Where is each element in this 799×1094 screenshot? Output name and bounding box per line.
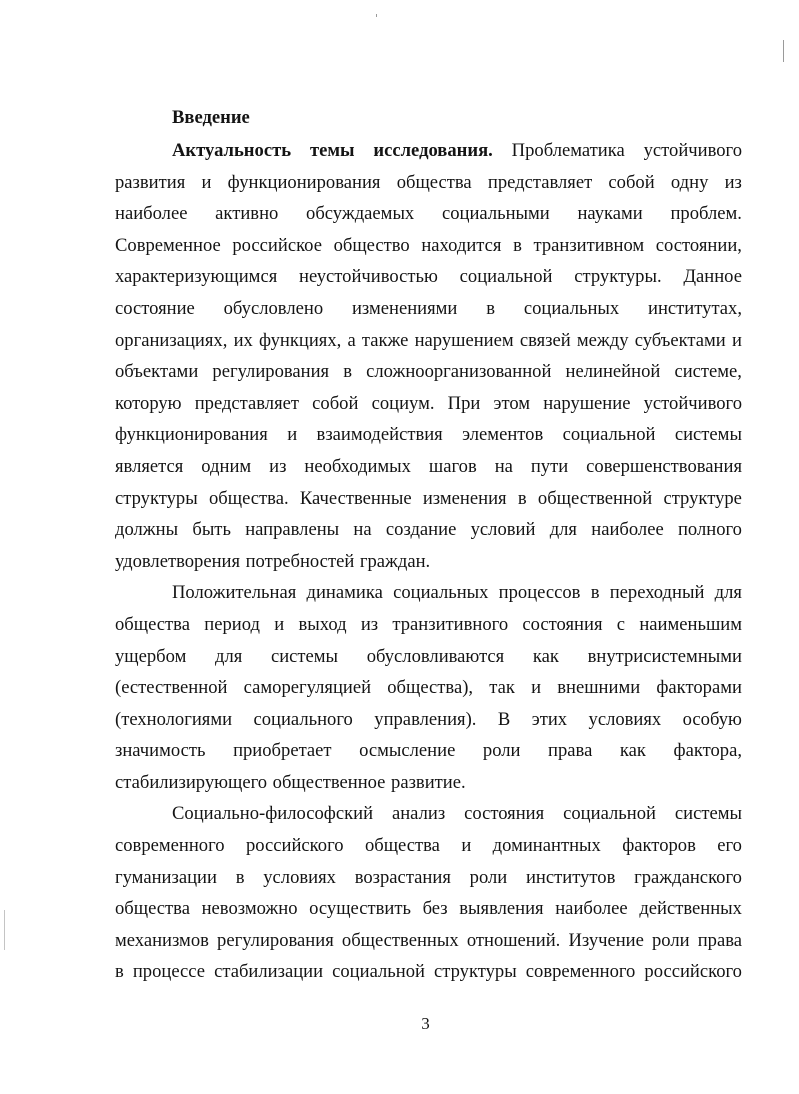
word: объектами <box>115 361 199 383</box>
word: фактора, <box>673 740 742 762</box>
word: в <box>235 866 245 888</box>
word: на <box>353 519 372 541</box>
word: возрастания <box>354 866 451 888</box>
word: состояние <box>115 297 195 319</box>
word: осуществить <box>309 898 411 920</box>
word: собой <box>312 392 359 414</box>
word: а <box>347 329 356 351</box>
word: на <box>494 455 513 477</box>
word: социальных <box>393 582 489 604</box>
word: институтах, <box>648 297 742 319</box>
paragraph-lines <box>115 135 742 988</box>
word: совершенствования <box>586 455 742 477</box>
word: роли <box>652 929 690 951</box>
word: российского <box>245 835 344 857</box>
word: социальных <box>523 297 620 319</box>
word: между <box>576 329 629 351</box>
text-line <box>115 830 742 862</box>
word: процессов <box>498 582 581 604</box>
word: функционирования <box>227 171 381 193</box>
word: общества), <box>387 677 474 699</box>
text-line <box>172 798 742 830</box>
word: общественной <box>537 487 653 509</box>
word: состоянии, <box>655 234 742 256</box>
word: структуры <box>434 961 517 983</box>
text-line <box>115 767 742 799</box>
word: его <box>717 835 742 857</box>
word: механизмов <box>115 929 209 951</box>
word: находится <box>421 234 502 256</box>
word: Положительная <box>172 582 297 604</box>
word: необходимых <box>304 455 411 477</box>
text-line <box>115 325 742 357</box>
word: общественных <box>341 929 459 951</box>
word: особую <box>682 708 742 730</box>
word: общества <box>396 171 472 193</box>
document-body <box>115 102 742 988</box>
page-number: 3 <box>421 1014 430 1033</box>
word: регулирования <box>217 929 334 951</box>
word: институтов <box>525 866 616 888</box>
word: для <box>549 519 577 541</box>
word: транзитивного <box>392 613 509 635</box>
word: внутрисистемными <box>587 645 742 667</box>
word: изменениями <box>351 297 458 319</box>
word: функциях, <box>259 329 342 351</box>
word: стабилизирующего <box>115 771 268 793</box>
word: действенных <box>639 898 742 920</box>
text-line <box>115 230 742 262</box>
word: так <box>489 677 515 699</box>
word: изменения <box>422 487 507 509</box>
word: общественное <box>272 771 386 793</box>
text-line <box>115 641 742 673</box>
word: Социально-философский <box>172 803 374 825</box>
word: условий <box>470 519 536 541</box>
word: общества <box>115 613 190 635</box>
text-line <box>115 514 742 546</box>
word: исследования. <box>373 140 493 161</box>
word: Данное <box>683 266 742 288</box>
word: и <box>731 329 742 351</box>
word: общество <box>333 234 410 256</box>
word: их <box>233 329 253 351</box>
word: значимость <box>115 740 206 762</box>
word: функционирования <box>115 424 268 446</box>
word: в <box>343 361 353 383</box>
word: В <box>497 708 511 730</box>
word: темы <box>309 140 355 161</box>
word: структуры <box>115 487 198 509</box>
word: выявления <box>459 898 544 920</box>
word: в <box>115 961 124 983</box>
text-line <box>115 483 742 515</box>
word: роли <box>469 866 508 888</box>
word: и <box>461 835 472 857</box>
word: транзитивном <box>533 234 645 256</box>
word: представляет <box>487 171 593 193</box>
word: наиболее <box>591 519 664 541</box>
word: факторами <box>656 677 742 699</box>
word: обусловливаются <box>366 645 505 667</box>
text-line <box>172 135 742 167</box>
word: доминантных <box>492 835 601 857</box>
scan-artifact <box>376 14 377 17</box>
word: представляет <box>194 392 300 414</box>
word: нарушение <box>543 392 631 414</box>
word: Проблематика <box>511 140 625 161</box>
text-line <box>115 261 742 293</box>
word: системы <box>674 803 742 825</box>
word: и <box>531 677 542 699</box>
word: в <box>517 487 527 509</box>
word: этом <box>493 392 531 414</box>
word: собой <box>608 171 655 193</box>
word: При <box>447 392 481 414</box>
word: общества <box>115 898 190 920</box>
word: неустойчивостью <box>299 266 438 288</box>
word: наиболее <box>115 203 188 225</box>
word: структуре <box>663 487 742 509</box>
text-line <box>115 451 742 483</box>
word: одним <box>201 455 252 477</box>
word: социального <box>253 708 353 730</box>
word: динамика <box>306 582 383 604</box>
word: развития <box>115 171 186 193</box>
text-line <box>115 356 742 388</box>
word: организациях, <box>115 329 228 351</box>
word: этих <box>531 708 568 730</box>
word: удовлетворения <box>115 550 241 572</box>
word: характеризующимся <box>115 266 278 288</box>
word: без <box>422 898 448 920</box>
word: (технологиями <box>115 708 233 730</box>
scan-artifact <box>783 40 784 62</box>
word: осмысление <box>359 740 456 762</box>
word: социальными <box>441 203 550 225</box>
word: в <box>486 297 495 319</box>
word: общества <box>364 835 440 857</box>
word: нелинейной <box>565 361 661 383</box>
word: является <box>115 455 184 477</box>
word: социальной <box>562 424 656 446</box>
word: потребностей <box>245 550 355 572</box>
word: системе, <box>674 361 742 383</box>
word: современного <box>115 835 225 857</box>
word: отношений. <box>466 929 561 951</box>
word: пути <box>530 455 569 477</box>
text-line <box>115 546 742 578</box>
text-line <box>115 609 742 641</box>
word: приобретает <box>233 740 332 762</box>
word: устойчивого <box>643 140 742 161</box>
word: внешними <box>557 677 641 699</box>
section-heading: Введение <box>172 107 250 128</box>
word: гражданского <box>634 866 742 888</box>
word: системы <box>270 645 339 667</box>
word: и <box>201 171 212 193</box>
word: стабилизации <box>214 961 324 983</box>
word: взаимодействия <box>316 424 443 446</box>
word: ущербом <box>115 645 187 667</box>
word: условиях <box>588 708 662 730</box>
word: развитие. <box>391 771 466 793</box>
word: современного <box>525 961 636 983</box>
word: субъектами <box>634 329 726 351</box>
word: должны <box>115 519 179 541</box>
word: процессе <box>132 961 206 983</box>
word: одну <box>670 171 709 193</box>
word: гуманизации <box>115 866 217 888</box>
word: проблем. <box>670 203 742 225</box>
word: создание <box>385 519 457 541</box>
word: устойчивого <box>643 392 742 414</box>
word: наиболее <box>555 898 628 920</box>
text-line <box>115 893 742 925</box>
word: направлены <box>245 519 340 541</box>
word: российского <box>644 961 742 983</box>
word: социальной <box>459 266 553 288</box>
word: Качественные <box>299 487 412 509</box>
text-line <box>115 704 742 736</box>
word: выход <box>298 613 347 635</box>
word: условиях <box>263 866 336 888</box>
word: также <box>361 329 409 351</box>
word: анализ <box>391 803 446 825</box>
word: как <box>532 645 559 667</box>
word: сложноорганизованной <box>366 361 552 383</box>
word: российское <box>232 234 322 256</box>
word: регулирования <box>212 361 330 383</box>
word: связей <box>519 329 571 351</box>
word: права <box>548 740 593 762</box>
word: управления). <box>374 708 477 730</box>
word: шагов <box>428 455 477 477</box>
word: (естественной <box>115 677 228 699</box>
word: роли <box>482 740 521 762</box>
text-line <box>115 672 742 704</box>
word: для <box>714 582 742 604</box>
word: активно <box>215 203 279 225</box>
scan-artifact <box>4 910 5 950</box>
word: социум. <box>371 392 435 414</box>
word: с <box>616 613 626 635</box>
word: структуры. <box>574 266 662 288</box>
word: нарушением <box>414 329 514 351</box>
text-line <box>115 925 742 957</box>
word: из <box>360 613 379 635</box>
text-line <box>115 419 742 451</box>
word: Изучение <box>568 929 644 951</box>
text-line <box>115 293 742 325</box>
word: и <box>274 613 285 635</box>
text-line <box>115 167 742 199</box>
word: права <box>697 929 742 951</box>
word: науками <box>577 203 643 225</box>
word: наименьшим <box>639 613 742 635</box>
word: невозможно <box>201 898 298 920</box>
word: из <box>724 171 742 193</box>
word: системы <box>674 424 742 446</box>
word: обсуждаемых <box>306 203 415 225</box>
word: полного <box>677 519 742 541</box>
word: быть <box>192 519 231 541</box>
word: переходный <box>609 582 705 604</box>
text-line <box>115 198 742 230</box>
word: для <box>215 645 243 667</box>
text-line <box>115 956 742 988</box>
word: из <box>269 455 287 477</box>
word: социальной <box>332 961 425 983</box>
text-line <box>115 735 742 767</box>
word: общества. <box>209 487 289 509</box>
word: и <box>287 424 298 446</box>
word: состояния <box>464 803 545 825</box>
word: граждан. <box>359 550 431 572</box>
word: факторов <box>622 835 696 857</box>
word: в <box>513 234 522 256</box>
word: социальной <box>563 803 656 825</box>
word: как <box>619 740 646 762</box>
text-line <box>115 862 742 894</box>
word: Актуальность <box>172 140 292 161</box>
text-line <box>172 577 742 609</box>
text-line <box>115 388 742 420</box>
word: период <box>204 613 260 635</box>
word: саморегуляцией <box>243 677 372 699</box>
word: Современное <box>115 234 221 256</box>
word: обусловлено <box>223 297 324 319</box>
word: которую <box>115 392 182 414</box>
word: состояния <box>522 613 603 635</box>
word: в <box>590 582 600 604</box>
word: элементов <box>462 424 544 446</box>
